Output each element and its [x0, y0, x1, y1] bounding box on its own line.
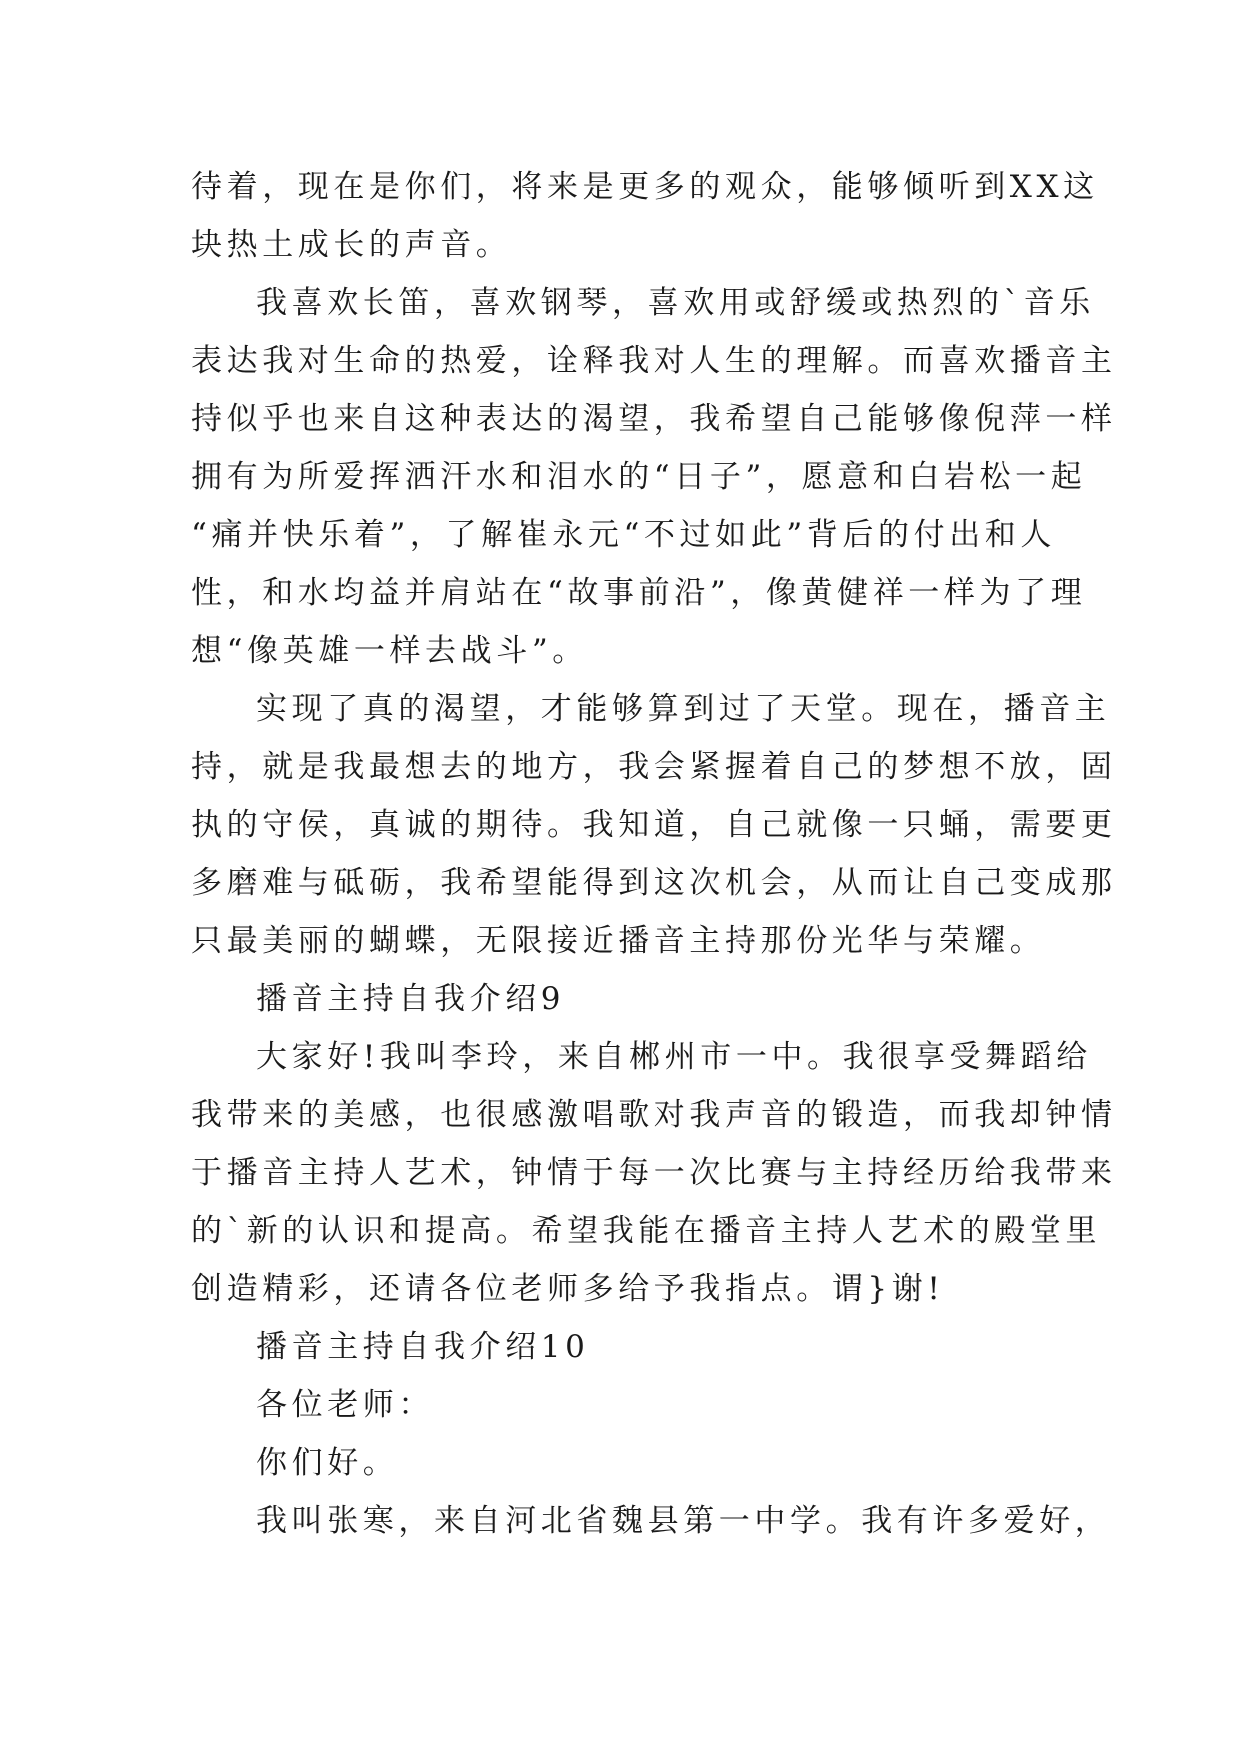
- text-line: 性，和水均益并肩站在“故事前沿”，像黄健祥一样为了理: [191, 575, 1087, 611]
- text-line: 创造精彩，还请各位老师多给予我指点。谓}谢!: [191, 1271, 945, 1307]
- text-line: 的`新的认识和提高。希望我能在播音主持人艺术的殿堂里: [191, 1213, 1102, 1249]
- text-line: 持似乎也来自这种表达的渴望，我希望自己能够像倪萍一样: [191, 401, 1117, 437]
- paragraph-start: 我喜欢长笛，喜欢钢琴，喜欢用或舒缓或热烈的`音乐: [256, 285, 1095, 321]
- text-line: 表达我对生命的热爱，诠释我对人生的理解。而喜欢播音主: [191, 343, 1117, 379]
- salutation: 各位老师：: [256, 1387, 434, 1423]
- paragraph-start: 大家好!我叫李玲，来自郴州市一中。我很享受舞蹈给: [256, 1039, 1092, 1075]
- section-heading: 播音主持自我介绍10: [256, 1329, 590, 1365]
- text-line: 拥有为所爱挥洒汗水和泪水的“日子”，愿意和白岩松一起: [191, 459, 1087, 495]
- text-line: 于播音主持人艺术，钟情于每一次比赛与主持经历给我带来: [191, 1155, 1117, 1191]
- text-line: 我带来的美感，也很感激唱歌对我声音的锻造，而我却钟情: [191, 1097, 1117, 1133]
- section-heading: 播音主持自我介绍9: [256, 981, 566, 1017]
- paragraph-start: 我叫张寒，来自河北省魏县第一中学。我有许多爱好，: [256, 1503, 1111, 1539]
- paragraph-start: 实现了真的渴望，才能够算到过了天堂。现在，播音主: [256, 691, 1111, 727]
- text-line: 块热土成长的声音。: [191, 227, 512, 263]
- text-line: 执的守侯，真诚的期待。我知道，自己就像一只蛹，需要更: [191, 807, 1117, 843]
- text-line: 想“像英雄一样去战斗”。: [191, 633, 588, 669]
- text-line: “痛并快乐着”，了解崔永元“不过如此”背后的付出和人: [191, 517, 1056, 553]
- text-line: 多磨难与砥砺，我希望能得到这次机会，从而让自己变成那: [191, 865, 1117, 901]
- greeting: 你们好。: [256, 1445, 399, 1481]
- text-line: 持，就是我最想去的地方，我会紧握着自己的梦想不放，固: [191, 749, 1117, 785]
- text-line: 只最美丽的蝴蝶，无限接近播音主持那份光华与荣耀。: [191, 923, 1046, 959]
- text-line: 待着，现在是你们，将来是更多的观众，能够倾听到XX这: [191, 169, 1099, 205]
